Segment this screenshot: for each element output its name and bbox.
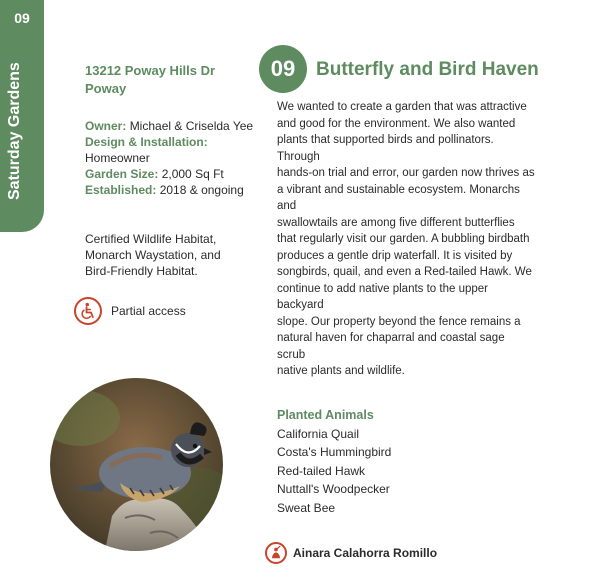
established-label: Established: [85, 183, 157, 197]
garden-number-badge: 09 [259, 45, 307, 93]
size-row [85, 166, 260, 182]
planted-animals [277, 406, 477, 517]
owner-value: Michael & Criselda Yee [129, 119, 254, 133]
address-street: 13212 Poway Hills Dr [85, 63, 216, 78]
artist-icon [265, 542, 287, 564]
certification-line: Certified Wildlife Habitat, [85, 232, 217, 246]
description-line: swallowtails are among five different butterflies [277, 216, 515, 229]
garden-details [85, 118, 260, 198]
description-line: native plants and wildlife. [277, 365, 405, 377]
design-label: Design & Installation: [85, 135, 208, 149]
certification-line: Bird-Friendly Habitat. [85, 264, 198, 278]
description-line: slope. Our property beyond the fence remains a [277, 315, 521, 328]
size-label: Garden Size: [85, 167, 159, 181]
description-line: hands-on trial and error, our garden now thrives as [277, 167, 535, 179]
garden-title: Butterfly and Bird Haven [316, 59, 539, 80]
address-city: Poway [85, 81, 127, 96]
certifications [85, 231, 260, 279]
description-line: natural haven for chaparral and coastal sage scrub [277, 332, 505, 361]
wheelchair-icon [74, 297, 102, 325]
description-line: We wanted to create a garden that was attractive [277, 101, 527, 113]
side-tab-label: Saturday Gardens [6, 62, 23, 200]
owner-row [85, 118, 260, 134]
quail-photo [50, 378, 223, 551]
description-line: songbirds, quail, and even a Red-tailed Hawk. We [277, 266, 532, 278]
list-item: Nuttall's Woodpecker [277, 482, 390, 496]
list-item: California Quail [277, 426, 360, 441]
accessibility [74, 295, 186, 327]
side-tab [0, 0, 44, 232]
description-line: continue to add native plants to the upper backyard [277, 282, 488, 311]
description-line: produces a gentle drip waterfall. It is visited by [277, 249, 513, 262]
description-line: a vibrant and sustainable ecosystem. Monarchs and [277, 183, 520, 212]
design-value: Homeowner [85, 151, 150, 165]
planted-animals-heading: Planted Animals [277, 408, 374, 422]
side-tab-number: 09 [14, 10, 30, 26]
owner-label: Owner: [85, 119, 127, 133]
established-value: 2018 & ongoing [159, 183, 244, 197]
address [85, 62, 255, 98]
established-row [85, 182, 260, 198]
animal-list [277, 425, 477, 518]
description-line: plants that supported birds and pollinators. Through [277, 134, 494, 163]
accessibility-label: Partial access [111, 304, 186, 318]
list-item: Sweat Bee [277, 500, 336, 515]
artist-credit [265, 542, 437, 564]
list-item: Costa's Hummingbird [277, 445, 392, 459]
description-line: that regularly visit our garden. A bubbling birdbath [277, 233, 530, 245]
description-line: and good for the environment. We also wanted [277, 117, 516, 130]
artist-name: Ainara Calahorra Romillo [293, 546, 438, 560]
garden-description [277, 99, 535, 380]
size-value: 2,000 Sq Ft [161, 167, 224, 181]
list-item: Red-tailed Hawk [277, 463, 366, 478]
certification-line: Monarch Waystation, and [85, 248, 221, 262]
